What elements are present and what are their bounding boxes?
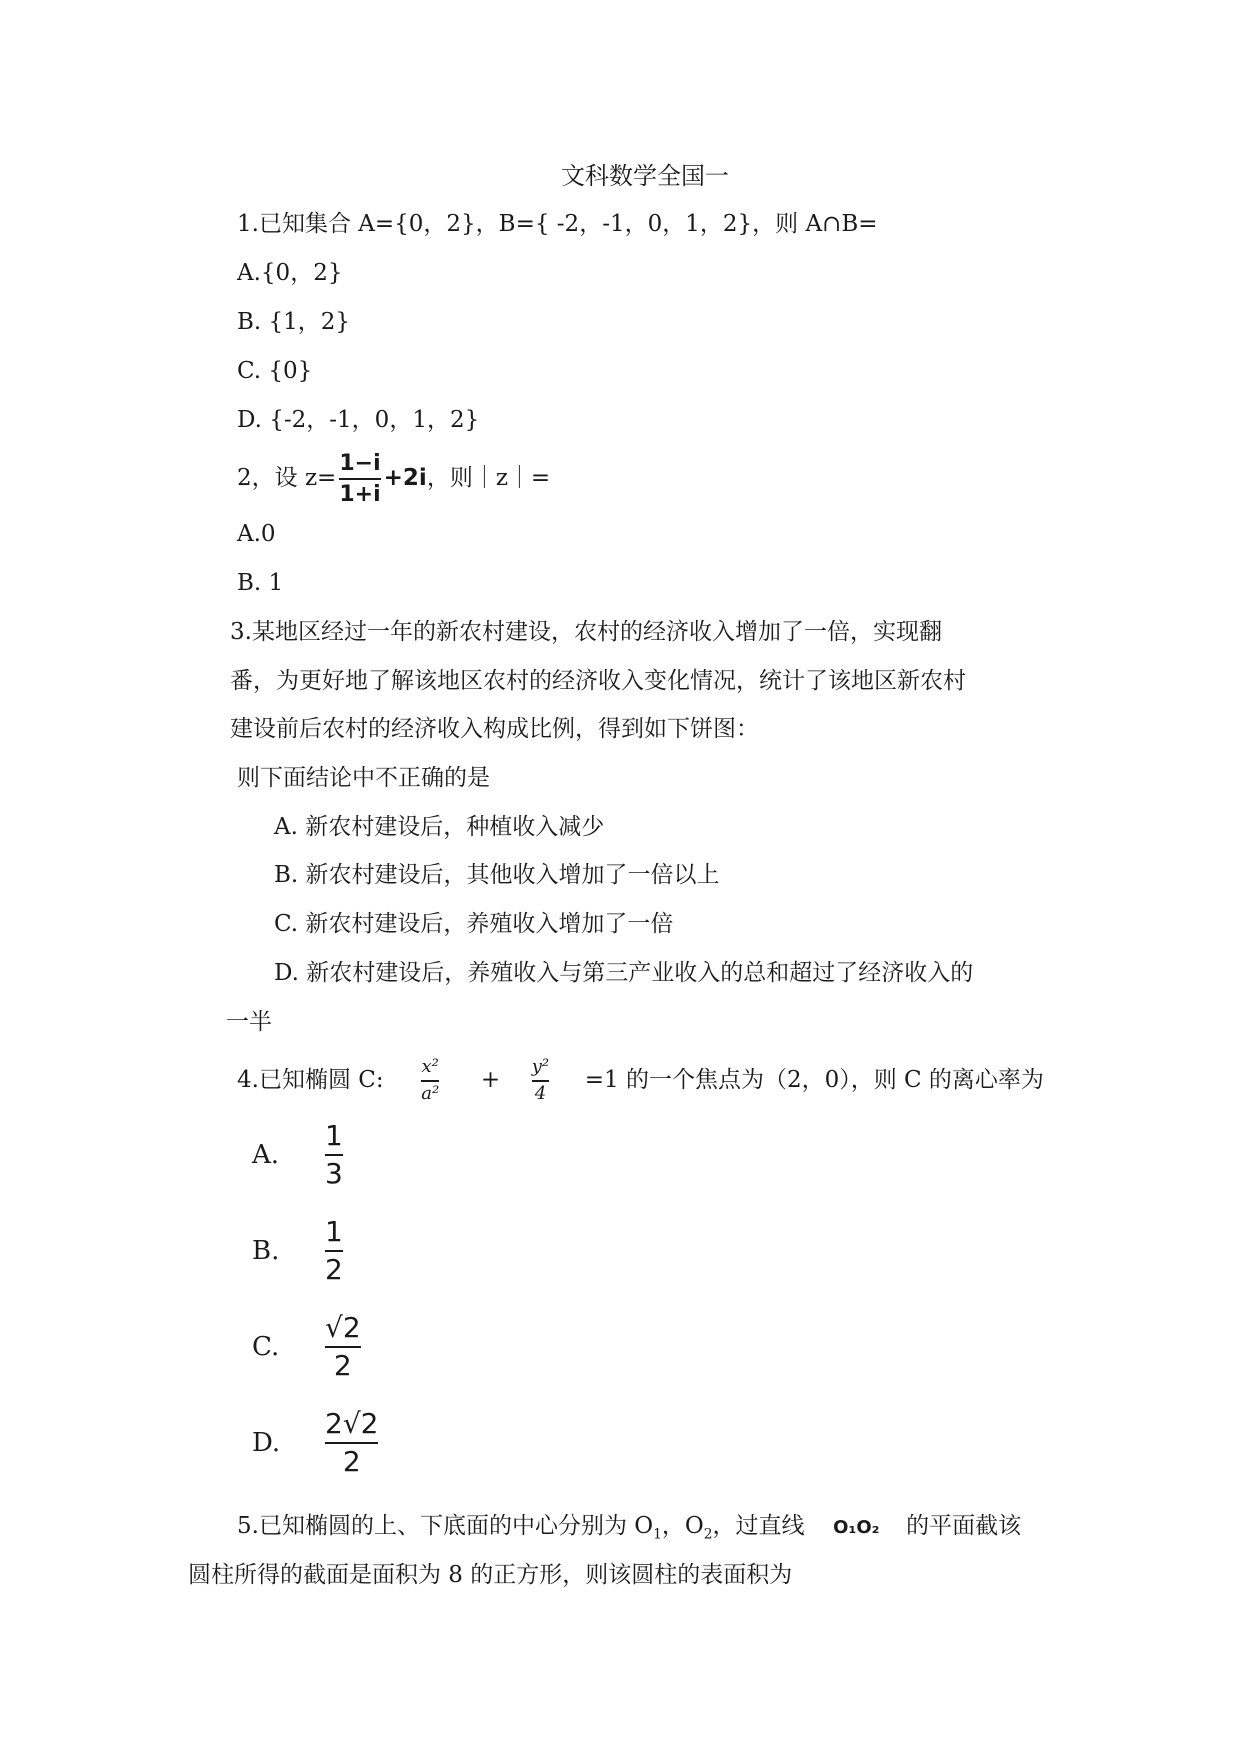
question-4-suffix: =1 的一个焦点为（2，0），则 C 的离心率为 [584,1067,1044,1093]
question-3-option-b: B. 新农村建设后，其他收入增加了一倍以上 [274,862,720,888]
fraction-denominator: a² [421,1083,440,1104]
option-fraction [325,1216,343,1286]
question-1-option-b: B. {1，2} [237,309,351,335]
question-1-option-a: A.{0，2} [237,260,343,286]
question-5-text-d: 的平面截该 [906,1513,1022,1539]
option-fraction [325,1120,343,1190]
question-3-line-3: 建设前后农村的经济收入构成比例，得到如下饼图： [230,716,759,742]
fraction-numerator: √2 [325,1311,361,1344]
question-4-option-c [252,1312,364,1382]
option-letter: A. [252,1140,280,1171]
question-2-fraction [339,451,380,508]
fraction-denominator: 3 [325,1157,343,1191]
fraction-denominator: 1+i [339,482,381,507]
fraction-numerator: 1−i [339,450,381,476]
question-2-stem [237,448,550,508]
fraction-denominator: 2 [342,1445,361,1479]
option-fraction [325,1312,361,1382]
question-5-text-a: 5.已知椭圆的上、下底面的中心分别为 O [237,1513,654,1539]
question-4-fraction-y [532,1057,549,1104]
fraction-numerator: x² [421,1056,439,1078]
question-5-text-c: ，过直线 [712,1513,805,1539]
option-letter: D. [252,1428,281,1459]
option-fraction [325,1408,378,1478]
fraction-denominator: 4 [534,1083,547,1104]
question-4-option-b [252,1216,346,1286]
question-2-option-b: B. 1 [237,570,284,596]
fraction-numerator: 1 [325,1119,343,1152]
question-3-line-4: 则下面结论中不正确的是 [237,765,490,791]
option-letter: C. [252,1332,280,1363]
question-2-plus-term: +2i [383,465,427,491]
question-5-line-1 [237,1510,1021,1551]
question-2-option-a: A.0 [237,521,276,547]
question-4-prefix: 4.已知椭圆 C: [237,1067,384,1093]
subscript-1: 1 [653,1526,662,1543]
question-1-option-d: D. {-2，-1，0，1，2} [237,407,480,433]
question-3-option-c: C. 新农村建设后，养殖收入增加了一倍 [274,911,674,937]
fraction-numerator: y² [531,1056,550,1078]
question-3-option-d-continued: 一半 [226,1009,272,1035]
question-2-prefix: 2，设 z= [237,465,337,491]
fraction-denominator: 2 [325,1253,343,1287]
question-3-option-a: A. 新农村建设后，种植收入减少 [274,814,605,840]
fraction-denominator: 2 [333,1349,352,1383]
question-3-option-d: D. 新农村建设后，养殖收入与第三产业收入的总和超过了经济收入的 [274,960,974,986]
question-5-text-b: ，O [661,1513,704,1539]
question-5-line-2: 圆柱所得的截面是面积为 8 的正方形，则该圆柱的表面积为 [188,1562,793,1588]
question-1-stem: 1.已知集合 A={0，2}，B={ -2，-1，0，1，2}，则 A∩B= [237,211,878,237]
page-title: 文科数学全国一 [561,162,729,190]
question-4-option-d [252,1408,381,1478]
question-4-fraction-x [421,1057,439,1104]
subscript-2: 2 [703,1526,713,1543]
question-4-plus: + [480,1067,501,1093]
question-3-line-2: 番，为更好地了解该地区农村的经济收入变化情况，统计了该地区新农村 [230,668,966,694]
question-3-line-1: 3.某地区经过一年的新农村建设，农村的经济收入增加了一倍，实现翻 [230,619,942,645]
question-4-option-a [252,1120,346,1190]
line-o1o2: O₁O₂ [833,1517,880,1538]
question-1-option-c: C. {0} [237,358,313,384]
option-letter: B. [252,1236,280,1267]
fraction-numerator: 1 [325,1215,343,1248]
question-2-suffix: ，则｜z｜= [426,465,551,491]
fraction-numerator: 2√2 [325,1407,379,1440]
question-4-stem [237,1048,1044,1112]
